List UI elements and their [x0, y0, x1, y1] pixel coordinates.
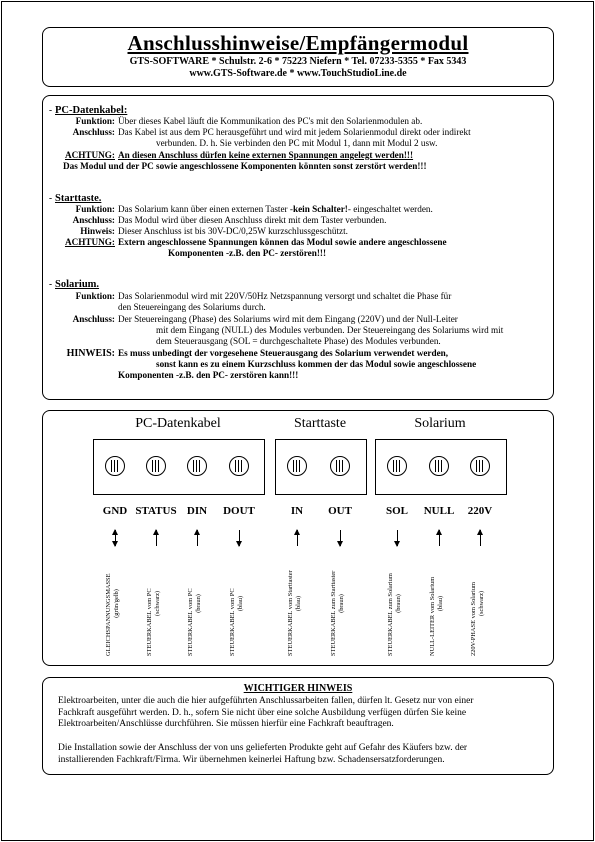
warning-line: Die Installation sowie der Anschluss der von uns gelieferten Produkte geht auf Gefahr des Käufers bzw. der: [58, 743, 468, 753]
terminal-screw-7: [429, 456, 449, 476]
achtung-text-2: Komponenten -z.B. den PC- zerstören!!!: [168, 248, 327, 258]
terminal-description: [470, 551, 494, 656]
hinweis-label: HINWEIS:: [66, 348, 115, 359]
anschluss-text: Das Kabel ist aus dem PC herausgeführt und wird mit jedem Solarienmodul direkt oder indirekt: [118, 127, 471, 137]
document-title: Anschlusshinweise/Empfängermodul: [127, 31, 469, 55]
hinweis-text: Dieser Anschluss ist bis 30V-DC/0,25W kurzschlussgeschützt.: [118, 226, 348, 236]
terminal-arrow: [439, 530, 440, 546]
company-address: GTS-SOFTWARE * Schulstr. 2-6 * 75223 Niefern * Tel. 07233-5355 * Fax 5343: [129, 56, 467, 67]
warning-line: Elektroarbeiten/Anschlüsse durchführen. Sie müssen hierfür eine Fachkraft beauftragen.: [58, 719, 394, 730]
company-websites: www.GTS-Software.de * www.TouchStudioLine.de: [189, 68, 407, 79]
terminal-description-line-1: STEUERKABEL vom PC: [146, 588, 153, 656]
warning-line: Elektroarbeiten, unter die auch die hier aufgeführten Anschlussarbeiten fallen, dürfen lt. Gesetz nur von einer: [58, 696, 474, 706]
terminal-description-line-2: (blau): [237, 595, 244, 612]
anschluss-label: Anschluss:: [72, 314, 115, 324]
warning-line: Fachkraft ausgeführt werden. D. h., sofern Sie nicht über eine solche Ausbildung verfügen dürfen Sie keine: [58, 707, 467, 718]
terminal-arrow: [239, 530, 240, 546]
hinweis-label: Hinweis:: [80, 226, 115, 236]
terminal-description-line-1: STEUERKABEL vom PC: [187, 588, 194, 656]
funktion-text: Über dieses Kabel läuft die Kommunikation des PC's mit den Solarienmodulen ab.: [118, 116, 423, 126]
anschluss-text: Der Steuereingang (Phase) des Solariums wird mit dem Eingang (220V) und der Null-Leiter: [118, 314, 458, 324]
hinweis-text-3: Komponenten -z.B. den PC- zerstören kann!!!: [118, 370, 299, 380]
terminal-description-line-2: (braun): [338, 594, 345, 613]
terminal-description-line-1: GLEICHSPANNUNGSMASSE: [105, 573, 112, 656]
terminal-description-line-1: STEUERKABEL vom PC: [229, 588, 236, 656]
anschluss-text-3: dem Steuerausgang (SOL = durchgeschaltete Phase) des Modules verbunden.: [156, 336, 441, 346]
terminal-arrow: [197, 530, 198, 546]
terminal-screw-4: [287, 456, 307, 476]
terminal-description-line-1: 220V-PHASE vom Solarium: [470, 582, 477, 656]
terminal-description-line-2: (grün/gelb): [113, 589, 120, 618]
terminal-screw-2: [187, 456, 207, 476]
warning-line: installierenden Fachkraft/Firma. Wir übernehmen keinerlei Haftung bzw. Schadensersatzforderungen.: [58, 754, 445, 765]
bullet-dash: -: [49, 279, 53, 289]
terminal-description: [105, 551, 129, 656]
section-title: PC-Datenkabel:: [55, 105, 128, 116]
warning-paragraph-1: [58, 696, 548, 731]
funktion-label: Funktion:: [75, 204, 115, 214]
group-title-starttaste: Starttaste: [293, 416, 347, 431]
terminal-arrow: [340, 530, 341, 546]
terminal-label: STATUS: [135, 505, 177, 517]
terminal-description: [429, 551, 453, 656]
terminal-description-line-1: STEUERKABEL vom Starttaster: [287, 570, 294, 656]
terminal-label: DOUT: [223, 505, 255, 517]
terminal-label: GND: [102, 505, 128, 517]
achtung-text: An diesen Anschluss dürfen keine externen Spannungen angelegt werden!!!: [118, 150, 414, 160]
achtung-label: ACHTUNG:: [64, 237, 115, 247]
bullet-dash: -: [49, 105, 53, 115]
funktion-label: Funktion:: [75, 116, 115, 126]
terminal-screw-0: [105, 456, 125, 476]
group-title-solarium: Solarium: [414, 416, 466, 431]
terminal-screw-8: [470, 456, 490, 476]
header-box: [42, 27, 554, 87]
achtung-label: ACHTUNG:: [64, 150, 115, 160]
terminal-screw-1: [146, 456, 166, 476]
terminal-screw-5: [330, 456, 350, 476]
terminal-arrow: [115, 530, 116, 546]
terminal-screw-3: [229, 456, 249, 476]
terminal-description-line-2: (schwarz): [478, 590, 485, 617]
warning-title: WICHTIGER HINWEIS: [243, 683, 353, 694]
terminal-description-line-2: (schwarz): [154, 590, 161, 617]
info-box: [42, 95, 554, 400]
section-title: Starttaste.: [55, 193, 102, 204]
section-title: Solarium.: [55, 279, 100, 290]
terminal-description-line-2: (braun): [195, 594, 202, 613]
achtung-text-2: Das Modul und der PC sowie angeschlossene Komponenten könnten sonst zerstört werden!!!: [63, 161, 427, 171]
terminal-label: DIN: [186, 505, 208, 517]
terminal-description: [287, 551, 311, 656]
terminal-description-line-2: (braun): [395, 594, 402, 613]
terminal-arrow: [156, 530, 157, 546]
wiring-diagram: [42, 410, 554, 666]
terminal-screw-6: [387, 456, 407, 476]
achtung-text: Extern angeschlossene Spannungen können das Modul sowie andere angeschlossene: [118, 237, 447, 247]
funktion-text-2: den Steuereingang des Solariums durch.: [118, 302, 266, 312]
hinweis-text: Es muss unbedingt der vorgesehene Steuerausgang des Solarium verwendet werden,: [118, 348, 449, 358]
group-title-pc-datenkabel: PC-Datenkabel: [135, 416, 221, 431]
funktion-text: Das Solarium kann über einen externen Taster -kein Schalter!- eingeschaltet werden.: [118, 204, 433, 214]
terminal-arrow: [297, 530, 298, 546]
terminal-description-line-1: STEUERKABEL zum Solarium: [387, 573, 394, 656]
terminal-label: IN: [290, 505, 304, 517]
terminal-description: [187, 551, 211, 656]
terminal-label: 220V: [467, 505, 493, 517]
terminal-label: OUT: [328, 505, 352, 517]
terminal-description-line-1: NULL-LEITER vom Solarium: [429, 576, 436, 656]
terminal-description-line-1: STEUERKABEL zum Starttaster: [330, 570, 337, 656]
terminal-description-line-2: (blau): [437, 595, 444, 612]
bullet-dash: -: [49, 193, 53, 203]
terminal-description: [387, 551, 411, 656]
terminal-description: [229, 551, 253, 656]
terminal-description-line-2: (blau): [295, 595, 302, 612]
terminal-arrow: [397, 530, 398, 546]
warning-paragraph-2: [58, 743, 548, 766]
terminal-label: SOL: [385, 505, 408, 517]
terminal-arrow: [480, 530, 481, 546]
terminal-description: [146, 551, 170, 656]
terminal-label: NULL: [423, 505, 455, 517]
terminal-description: [330, 551, 354, 656]
anschluss-text-2: mit dem Eingang (NULL) des Modules verbunden. Der Steuereingang des Solariums wird mit: [156, 325, 504, 335]
hinweis-text-2: sonst kann es zu einem Kurzschluss kommen der das Modul sowie angeschlossene: [156, 359, 477, 369]
funktion-label: Funktion:: [75, 291, 115, 301]
warning-box: [42, 677, 554, 775]
anschluss-text: Das Modul wird über diesen Anschluss direkt mit dem Taster verbunden.: [118, 215, 387, 225]
anschluss-label: Anschluss:: [72, 215, 115, 225]
anschluss-text-2: verbunden. D. h. Sie verbinden den PC mit Modul 1, dann mit Modul 2 usw.: [156, 138, 438, 148]
anschluss-label: Anschluss:: [72, 127, 115, 137]
funktion-text: Das Solarienmodul wird mit 220V/50Hz Netzspannung versorgt und schaltet die Phase für: [118, 291, 452, 301]
